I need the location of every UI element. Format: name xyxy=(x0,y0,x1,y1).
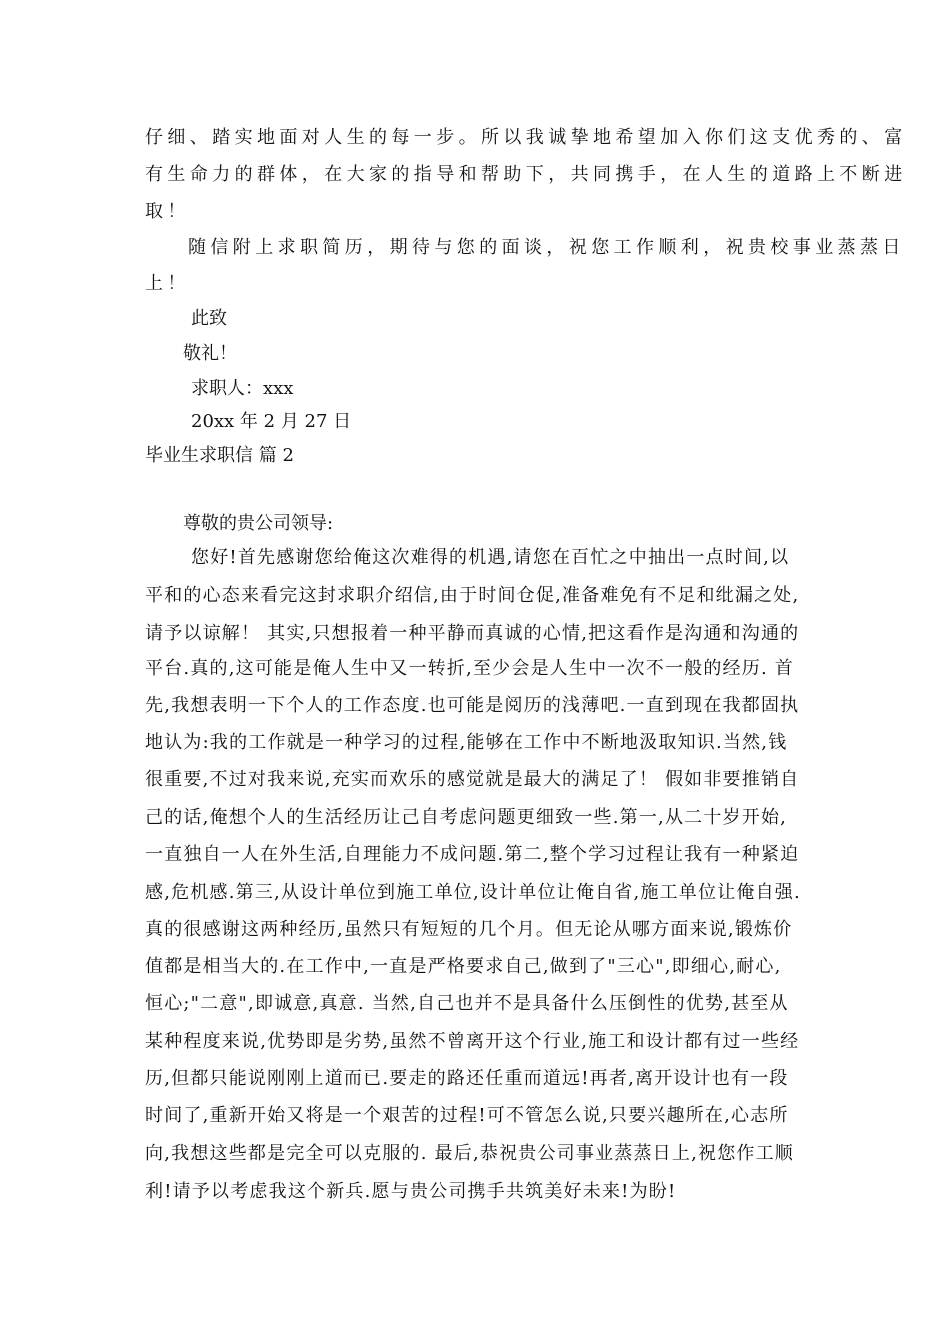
paragraph-line: 值都是相当大的.在工作中,一直是严格要求自己,做到了"三心",即细心,耐心, xyxy=(145,956,782,977)
paragraph-line: 您好!首先感谢您给俺这次难得的机遇,请您在百忙之中抽出一点时间,以 xyxy=(191,547,790,568)
paragraph-line: 己的话,俺想个人的生活经历让己自考虑问题更细致一些.第一,从二十岁开始, xyxy=(145,807,788,828)
closing-text: 此致 xyxy=(191,308,227,329)
paragraph-line: 有生命力的群体，在大家的指导和帮助下，共同携手，在人生的道路上不断进 xyxy=(145,164,907,185)
section-heading: 毕业生求职信 篇 2 xyxy=(145,445,294,466)
paragraph-line: 平和的心态来看完这封求职介绍信,由于时间仓促,准备难免有不足和纰漏之处, xyxy=(145,585,800,606)
letter-date: 20xx 年 2 月 27 日 xyxy=(191,411,352,432)
paragraph-line: 利!请予以考虑我这个新兵.愿与贵公司携手共筑美好未来!为盼! xyxy=(145,1181,677,1202)
paragraph-line: 恒心;"二意",即诚意,真意. 当然,自己也并不是具备什么压倒性的优势,甚至从 xyxy=(145,993,789,1014)
applicant-signature: 求职人：xxx xyxy=(191,378,294,399)
letter-greeting: 尊敬的贵公司领导: xyxy=(183,513,334,534)
paragraph-line: 某种程度来说,优势即是劣势,虽然不曾离开这个行业,施工和设计都有过一些经 xyxy=(145,1031,800,1052)
paragraph-line: 历,但都只能说刚刚上道而已.要走的路还任重而道远!再者,离开设计也有一段 xyxy=(145,1068,789,1089)
paragraph-line: 取！ xyxy=(145,201,190,222)
paragraph-line: 一直独自一人在外生活,自理能力不成问题.第二,整个学习过程让我有一种紧迫 xyxy=(145,844,800,865)
paragraph-line: 平台.真的,这可能是俺人生中又一转折,至少会是人生中一次不一般的经历. 首 xyxy=(145,658,795,679)
paragraph-line: 真的很感谢这两种经历,虽然只有短短的几个月。但无论从哪方面来说,锻炼价 xyxy=(145,919,793,940)
paragraph-line: 上！ xyxy=(145,273,190,294)
paragraph-line: 地认为:我的工作就是一种学习的过程,能够在工作中不断地汲取知识.当然,钱 xyxy=(145,732,788,753)
paragraph-line: 仔细、踏实地面对人生的每一步。所以我诚挚地希望加入你们这支优秀的、富 xyxy=(145,127,907,148)
paragraph-line: 时间了,重新开始又将是一个艰苦的过程!可不管怎么说,只要兴趣所在,心志所 xyxy=(145,1105,789,1126)
paragraph-line: 随信附上求职简历，期待与您的面谈，祝您工作顺利，祝贵校事业蒸蒸日 xyxy=(188,237,905,258)
paragraph-line: 向,我想这些都是完全可以克服的. 最后,恭祝贵公司事业蒸蒸日上,祝您作工顺 xyxy=(145,1143,795,1164)
paragraph-line: 感,危机感.第三,从设计单位到施工单位,设计单位让俺自省,施工单位让俺自强. xyxy=(145,882,801,903)
salutation-text: 敬礼！ xyxy=(183,343,237,364)
paragraph-line: 先,我想表明一下个人的工作态度.也可能是阅历的浅薄吧.一直到现在我都固执 xyxy=(145,695,800,716)
paragraph-line: 请予以谅解！ 其实,只想报着一种平静而真诚的心情,把这看作是沟通和沟通的 xyxy=(145,623,800,644)
paragraph-line: 很重要,不过对我来说,充实而欢乐的感觉就是最大的满足了！ 假如非要推销自 xyxy=(145,769,800,790)
